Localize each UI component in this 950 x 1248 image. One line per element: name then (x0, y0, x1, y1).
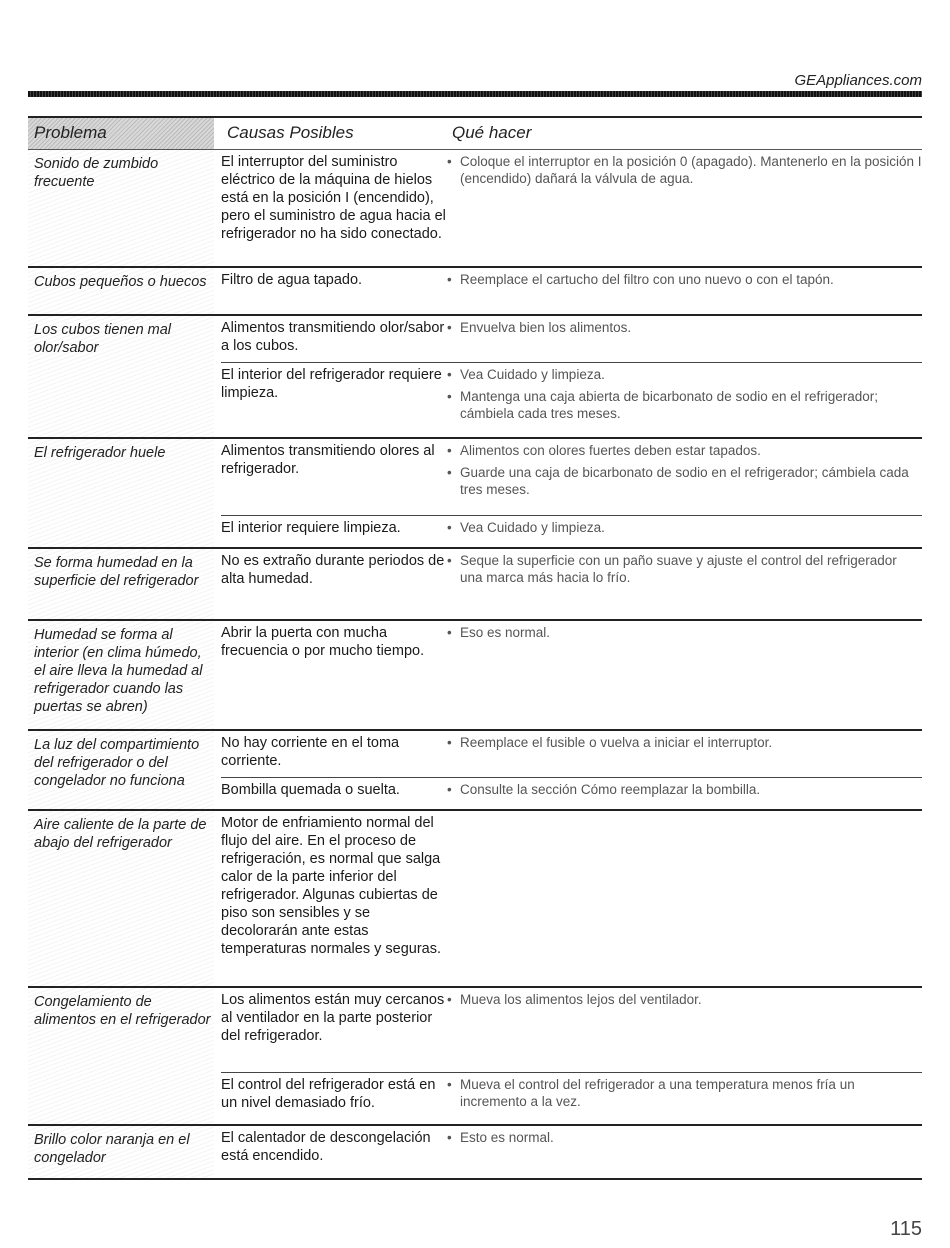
cause-text: Motor de enfriamiento normal del flujo del aire. En el proceso de refrigeración, es normal que salga calor de la parte inferior del refrigerador. Algunas cubiertas de piso son sensibles y se decolorarán ante estas temperaturas normales y seguras. (221, 815, 442, 957)
solution-item: • Seque la superficie con un paño suave y ajuste el control del refrigerador una marca más hacia lo frío. (447, 552, 922, 586)
cause-text: No es extraño durante periodos de alta humedad. (221, 553, 445, 587)
problem-cell: Sonido de zumbido frecuente (28, 150, 214, 266)
problem-cell: Cubos pequeños o huecos (28, 268, 214, 314)
table-row (28, 549, 922, 621)
table-row (28, 1126, 922, 1180)
solution-item: • Coloque el interruptor en la posición 0 (apagado). Mantenerlo en la posición I (encendido) dañará la válvula de agua. (447, 153, 922, 187)
solution-list (447, 1126, 922, 1151)
cause-text: El interruptor del suministro eléctrico de la máquina de hielos está en la posición I (encendido), pero el suministro de agua hacia el refrigerador no ha sido conectado. (221, 154, 446, 242)
problem-cell: Congelamiento de alimentos en el refrigerador (28, 988, 214, 1124)
solution-list (447, 150, 922, 192)
cause-row (221, 988, 922, 1072)
solution-list (447, 268, 922, 293)
table-row (28, 811, 922, 988)
table-row (28, 316, 922, 439)
site-url: GEAppliances.com (794, 72, 922, 89)
table-row (28, 731, 922, 811)
cause-row (221, 777, 922, 811)
troubleshooting-table (28, 116, 922, 1180)
solution-list (447, 731, 922, 756)
solution-list (447, 621, 922, 646)
solution-list (447, 1073, 922, 1115)
solution-item: • Mantenga una caja abierta de bicarbonato de sodio en el refrigerador; cámbiela cada tres meses. (447, 388, 922, 422)
cause-row (221, 439, 922, 515)
cause-text: Los alimentos están muy cercanos al ventilador en la parte posterior del refrigerador. (221, 992, 445, 1044)
solution-list (447, 549, 922, 591)
problem-cell: Brillo color naranja en el congelador (28, 1126, 214, 1178)
solution-item: • Reemplace el cartucho del filtro con uno nuevo o con el tapón. (447, 271, 922, 288)
solution-list (447, 316, 922, 341)
table-row (28, 621, 922, 731)
cause-text: Alimentos transmitiendo olores al refrigerador. (221, 443, 435, 477)
table-row (28, 439, 922, 549)
solution-list (447, 778, 922, 803)
table-row (28, 268, 922, 316)
cause-row (221, 549, 922, 621)
cause-text: Filtro de agua tapado. (221, 272, 363, 288)
problem-cell: Aire caliente de la parte de abajo del refrigerador (28, 811, 214, 986)
problem-cell: Humedad se forma al interior (en clima húmedo, el aire lleva la humedad al refrigerador cuando las puertas se abren) (28, 621, 214, 729)
solution-item: • Mueva el control del refrigerador a una temperatura menos fría un incremento a la vez. (447, 1076, 922, 1110)
table-row (28, 150, 922, 268)
col-header-problem: Problema (34, 123, 107, 142)
cause-text: No hay corriente en el toma corriente. (221, 735, 400, 769)
cause-row (221, 316, 922, 362)
solution-item: • Envuelva bien los alimentos. (447, 319, 922, 336)
solution-list (447, 439, 922, 503)
cause-row (221, 1072, 922, 1126)
cause-row (221, 362, 922, 439)
solution-item: • Alimentos con olores fuertes deben estar tapados. (447, 442, 922, 459)
cause-text: El control del refrigerador está en un nivel demasiado frío. (221, 1077, 436, 1111)
cause-text: Alimentos transmitiendo olor/sabor a los cubos. (221, 320, 445, 354)
table-row (28, 988, 922, 1126)
problem-cell: Los cubos tienen mal olor/sabor (28, 316, 214, 437)
solution-item: • Consulte la sección Cómo reemplazar la bombilla. (447, 781, 922, 798)
cause-text: Abrir la puerta con mucha frecuencia o por mucho tiempo. (221, 625, 425, 659)
col-header-causes: Causas Posibles (227, 123, 354, 142)
solution-item: • Vea Cuidado y limpieza. (447, 519, 922, 536)
cause-row (221, 731, 922, 777)
solution-item: • Eso es normal. (447, 624, 922, 641)
cause-row (221, 515, 922, 549)
col-header-todo: Qué hacer (452, 123, 532, 142)
solution-item: • Mueva los alimentos lejos del ventilador. (447, 991, 922, 1008)
page-number: 115 (890, 1218, 922, 1240)
header-rule (28, 91, 922, 97)
cause-row (221, 150, 922, 268)
cause-row (221, 811, 922, 988)
table-header (28, 116, 922, 150)
cause-row (221, 1126, 922, 1180)
cause-text: El interior del refrigerador requiere limpieza. (221, 367, 442, 401)
solution-item: • Esto es normal. (447, 1129, 922, 1146)
solution-item: • Vea Cuidado y limpieza. (447, 366, 922, 383)
cause-row (221, 268, 922, 316)
solution-list (447, 363, 922, 427)
solution-list (447, 988, 922, 1013)
solution-list (447, 516, 922, 541)
solution-item: • Guarde una caja de bicarbonato de sodio en el refrigerador; cámbiela cada tres meses. (447, 464, 922, 498)
solution-item: • Reemplace el fusible o vuelva a iniciar el interruptor. (447, 734, 922, 751)
cause-text: El interior requiere limpieza. (221, 520, 401, 536)
problem-cell: Se forma humedad en la superficie del refrigerador (28, 549, 214, 619)
problem-cell: La luz del compartimiento del refrigerador o del congelador no funciona (28, 731, 214, 809)
problem-cell: El refrigerador huele (28, 439, 214, 547)
cause-text: Bombilla quemada o suelta. (221, 782, 400, 798)
cause-row (221, 621, 922, 731)
table-body (28, 150, 922, 1180)
cause-text: El calentador de descongelación está encendido. (221, 1130, 431, 1164)
